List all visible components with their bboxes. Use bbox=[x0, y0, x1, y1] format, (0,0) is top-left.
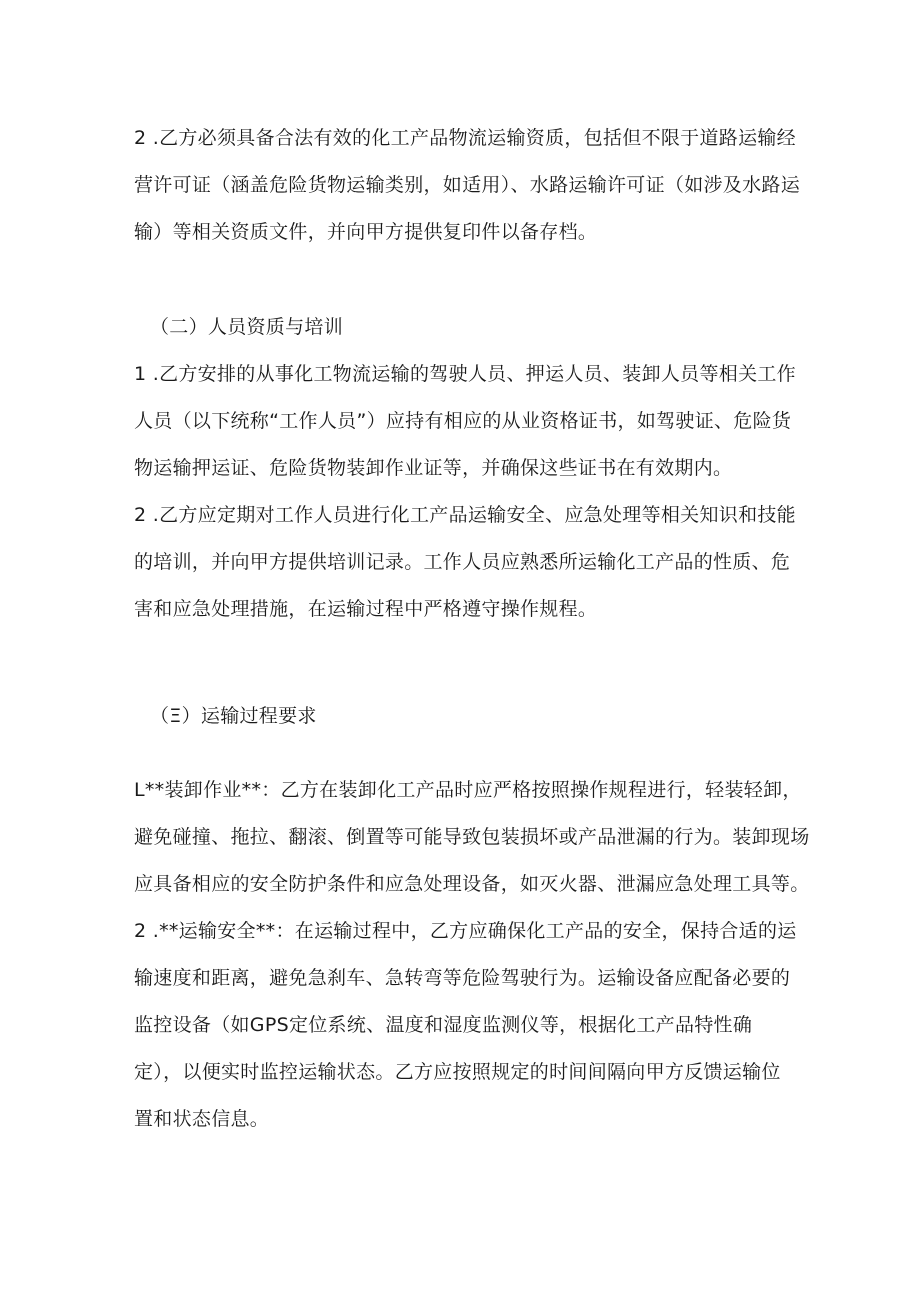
paragraph-line: 2 .乙方必须具备合法有效的化工产品物流运输资质，包括但不限于道路运输经 bbox=[134, 127, 796, 149]
paragraph-line: 应具备相应的安全防护条件和应急处理设备，如灭火器、泄漏应急处理工具等。 bbox=[134, 873, 810, 895]
section-heading-personnel: （二）人员资质与培训 bbox=[150, 316, 344, 338]
paragraph-line: 1 .乙方安排的从事化工物流运输的驾驶人员、押运人员、装卸人员等相关工作 bbox=[134, 363, 796, 385]
paragraph-line: 营许可证（涵盖危险货物运输类别，如适用）、水路运输许可证（如涉及水路运 bbox=[134, 174, 801, 196]
section-heading-transport: （Ξ）运输过程要求 bbox=[150, 705, 317, 727]
paragraph-line: 避免碰撞、拖拉、翻滚、倒置等可能导致包装损坏或产品泄漏的行为。装卸现场 bbox=[134, 826, 810, 848]
paragraph-line: 的培训，并向甲方提供培训记录。工作人员应熟悉所运输化工产品的性质、危 bbox=[134, 551, 791, 573]
paragraph-line: 2 .乙方应定期对工作人员进行化工产品运输安全、应急处理等相关知识和技能 bbox=[134, 504, 796, 526]
paragraph-line: 物运输押运证、危险货物装卸作业证等，并确保这些证书在有效期内。 bbox=[134, 457, 733, 479]
paragraph-line: 定），以便实时监控运输状态。乙方应按照规定的时间间隔向甲方反馈运输位 bbox=[134, 1061, 781, 1083]
paragraph-line: L**装卸作业**：乙方在装卸化工产品时应严格按照操作规程进行，轻装轻卸， bbox=[134, 779, 802, 801]
paragraph-line: 害和应急处理措施，在运输过程中严格遵守操作规程。 bbox=[134, 598, 598, 620]
paragraph-line: 监控设备（如GPS定位系统、温度和湿度监测仪等，根据化工产品特性确 bbox=[134, 1014, 753, 1036]
paragraph-line: 人员（以下统称“工作人员”）应持有相应的从业资格证书，如驾驶证、危险货 bbox=[134, 410, 792, 432]
paragraph-line: 2 .**运输安全**：在运输过程中，乙方应确保化工产品的安全，保持合适的运 bbox=[134, 920, 797, 942]
paragraph-line: 输）等相关资质文件，并向甲方提供复印件以备存档。 bbox=[134, 221, 598, 243]
paragraph-line: 置和状态信息。 bbox=[134, 1108, 270, 1130]
paragraph-line: 输速度和距离，避免急刹车、急转弯等危险驾驶行为。运输设备应配备必要的 bbox=[134, 967, 791, 989]
